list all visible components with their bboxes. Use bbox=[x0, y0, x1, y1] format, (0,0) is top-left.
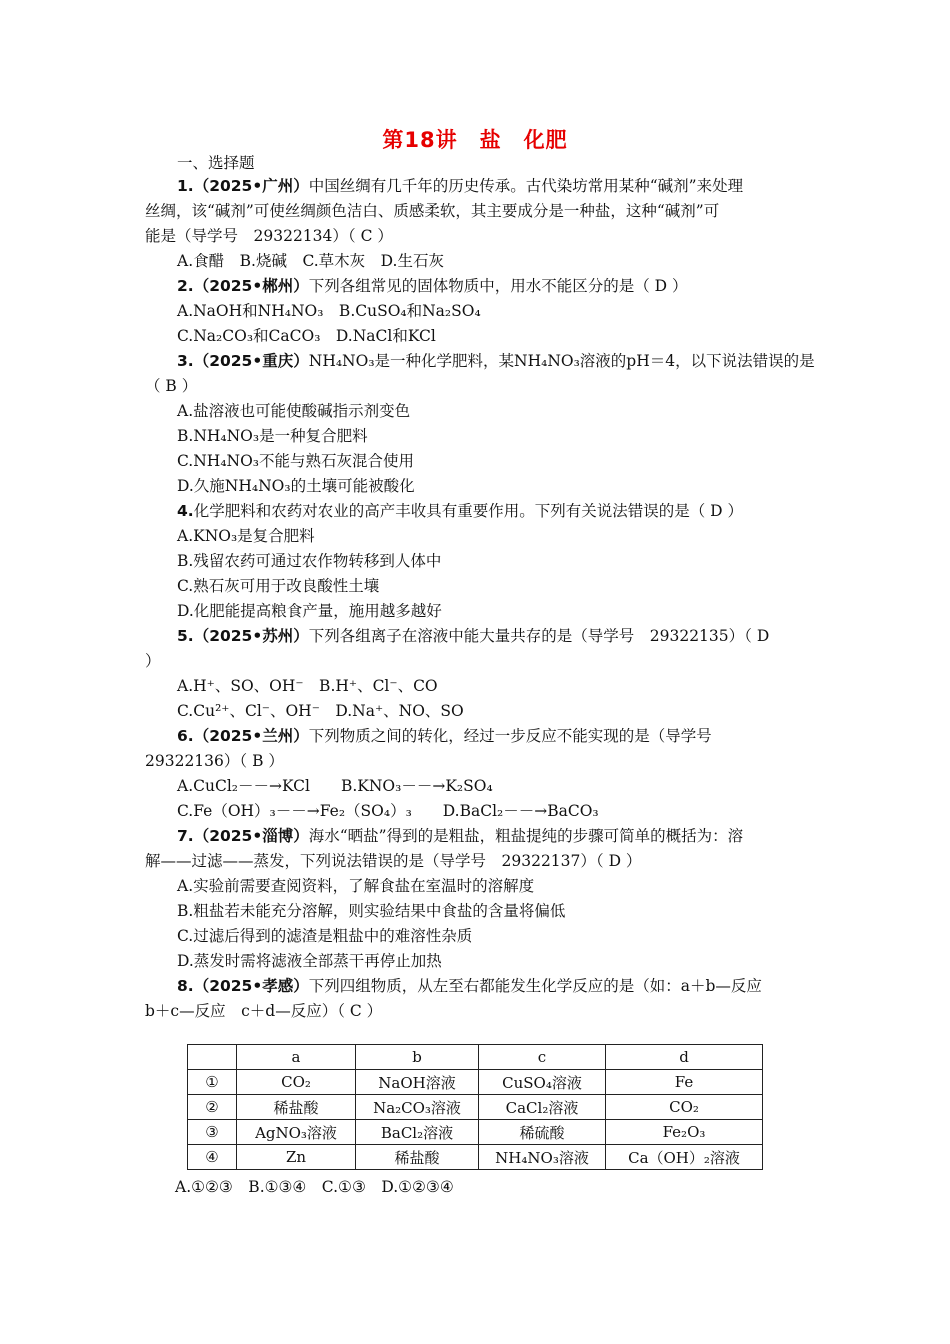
question-7-option-b: B.粗盐若未能充分溶解，则实验结果中食盐的含量将偏低 bbox=[177, 902, 566, 920]
question-1-line3: 能是（导学号 29322134）（ C ） bbox=[145, 227, 393, 245]
question-source: （2025•孝感） bbox=[193, 977, 309, 995]
question-3-option-d: D.久施NH₄NO₃的土壤可能被酸化 bbox=[177, 477, 415, 495]
question-4-option-b: B.残留农药可通过农作物转移到人体中 bbox=[177, 552, 442, 570]
table-cell: Zn bbox=[237, 1145, 356, 1170]
question-7-line2: 解——过滤——蒸发，下列说法错误的是（导学号 29322137）（ D ） bbox=[145, 852, 642, 870]
question-number: 5. bbox=[177, 627, 194, 645]
table-cell: AgNO₃溶液 bbox=[237, 1120, 356, 1145]
table-header-cell: c bbox=[479, 1045, 606, 1070]
table-cell: Na₂CO₃溶液 bbox=[356, 1095, 479, 1120]
question-number: 4. bbox=[177, 502, 194, 520]
question-number: 7. bbox=[177, 827, 194, 845]
question-number: 2. bbox=[177, 277, 194, 295]
question-text: 下列四组物质，从左至右都能发生化学反应的是（如：a＋b—反应 bbox=[308, 977, 762, 995]
table-cell: CaCl₂溶液 bbox=[479, 1095, 606, 1120]
question-8-line2: b＋c—反应 c＋d—反应）（ C ） bbox=[145, 1002, 383, 1020]
question-3-answer: （ B ） bbox=[145, 377, 198, 395]
question-number: 1. bbox=[177, 177, 194, 195]
table-cell: CuSO₄溶液 bbox=[479, 1070, 606, 1095]
table-cell: ④ bbox=[188, 1145, 237, 1170]
question-text: 海水“晒盐”得到的是粗盐，粗盐提纯的步骤可简单的概括为：溶 bbox=[308, 827, 744, 845]
question-2-options-cd: C.Na₂CO₃和CaCO₃ D.NaCl和KCl bbox=[177, 327, 436, 345]
table-row bbox=[188, 1120, 763, 1145]
question-source: （2025•淄博） bbox=[193, 827, 309, 845]
question-2-stem bbox=[177, 275, 688, 297]
question-7-option-c: C.过滤后得到的滤渣是粗盐中的难溶性杂质 bbox=[177, 927, 473, 945]
question-4-stem bbox=[177, 500, 743, 522]
table-cell: Fe₂O₃ bbox=[606, 1120, 763, 1145]
table-cell: ② bbox=[188, 1095, 237, 1120]
table-cell: Fe bbox=[606, 1070, 763, 1095]
table-cell: BaCl₂溶液 bbox=[356, 1120, 479, 1145]
question-8-options: A.①②③ B.①③④ C.①③ D.①②③④ bbox=[175, 1178, 454, 1196]
table-cell: Ca（OH）₂溶液 bbox=[606, 1145, 763, 1170]
table-cell: CO₂ bbox=[606, 1095, 763, 1120]
question-2-options-ab: A.NaOH和NH₄NO₃ B.CuSO₄和Na₂SO₄ bbox=[177, 302, 481, 320]
table-cell: 稀硫酸 bbox=[479, 1120, 606, 1145]
table-header-cell: a bbox=[237, 1045, 356, 1070]
question-number: 3. bbox=[177, 352, 194, 370]
table-row bbox=[188, 1095, 763, 1120]
question-3-option-c: C.NH₄NO₃不能与熟石灰混合使用 bbox=[177, 452, 415, 470]
table-header-cell bbox=[188, 1045, 237, 1070]
question-6-stem bbox=[177, 725, 712, 747]
question-number: 6. bbox=[177, 727, 194, 745]
page-title: 第18讲 盐 化肥 bbox=[382, 128, 568, 152]
question-5-options-cd: C.Cu²⁺、Cl⁻、OH⁻ D.Na⁺、NO、SO bbox=[177, 702, 464, 720]
question-number: 8. bbox=[177, 977, 194, 995]
question-3-option-a: A.盐溶液也可能使酸碱指示剂变色 bbox=[177, 402, 411, 420]
question-6-line2: 29322136）（ B ） bbox=[145, 752, 284, 770]
table-cell: ① bbox=[188, 1070, 237, 1095]
question-5-answer-end: ） bbox=[145, 652, 161, 670]
question-3-option-b: B.NH₄NO₃是一种复合肥料 bbox=[177, 427, 368, 445]
question-7-stem bbox=[177, 825, 743, 847]
question-5-stem bbox=[177, 625, 769, 647]
question-7-option-d: D.蒸发时需将滤液全部蒸干再停止加热 bbox=[177, 952, 442, 970]
table-cell: ③ bbox=[188, 1120, 237, 1145]
question-source: （2025•重庆） bbox=[193, 352, 309, 370]
table-header-row bbox=[188, 1045, 763, 1070]
question-source: （2025•郴州） bbox=[193, 277, 309, 295]
question-text: 下列各组离子在溶液中能大量共存的是（导学号 29322135）（ D bbox=[308, 627, 770, 645]
question-1-line2: 丝绸，该“碱剂”可使丝绸颜色洁白、质感柔软，其主要成分是一种盐，这种“碱剂”可 bbox=[145, 202, 720, 220]
question-1-line1 bbox=[177, 175, 743, 197]
question-text: 下列物质之间的转化，经过一步反应不能实现的是（导学号 bbox=[308, 727, 712, 745]
table-cell: 稀盐酸 bbox=[237, 1095, 356, 1120]
question-4-option-a: A.KNO₃是复合肥料 bbox=[177, 527, 315, 545]
question-8-stem bbox=[177, 975, 762, 997]
question-1-options: A.食醋 B.烧碱 C.草木灰 D.生石灰 bbox=[177, 252, 444, 270]
table-header-cell: d bbox=[606, 1045, 763, 1070]
question-text: 下列各组常见的固体物质中，用水不能区分的是（ D ） bbox=[308, 277, 688, 295]
table-row bbox=[188, 1145, 763, 1170]
question-source: （2025•苏州） bbox=[193, 627, 309, 645]
table-cell: CO₂ bbox=[237, 1070, 356, 1095]
reaction-table bbox=[187, 1044, 763, 1170]
question-text: 中国丝绸有几千年的历史传承。古代染坊常用某种“碱剂”来处理 bbox=[308, 177, 744, 195]
question-5-options-ab: A.H⁺、SO、OH⁻ B.H⁺、Cl⁻、CO bbox=[177, 677, 438, 695]
table-cell: NaOH溶液 bbox=[356, 1070, 479, 1095]
question-text: 化学肥料和农药对农业的高产丰收具有重要作用。下列有关说法错误的是（ D ） bbox=[193, 502, 743, 520]
section-heading: 一、选择题 bbox=[177, 154, 255, 172]
question-6-options-cd: C.Fe（OH）₃－－→Fe₂（SO₄）₃ D.BaCl₂－－→BaCO₃ bbox=[177, 802, 599, 820]
table-cell: NH₄NO₃溶液 bbox=[479, 1145, 606, 1170]
question-3-stem bbox=[177, 350, 815, 372]
question-7-option-a: A.实验前需要查阅资料，了解食盐在室温时的溶解度 bbox=[177, 877, 535, 895]
question-6-options-ab: A.CuCl₂－－→KCl B.KNO₃－－→K₂SO₄ bbox=[177, 777, 493, 795]
question-text: NH₄NO₃是一种化学肥料，某NH₄NO₃溶液的pH＝4，以下说法错误的是 bbox=[308, 352, 815, 370]
table-header-cell: b bbox=[356, 1045, 479, 1070]
question-4-option-c: C.熟石灰可用于改良酸性土壤 bbox=[177, 577, 380, 595]
question-source: （2025•兰州） bbox=[193, 727, 309, 745]
table-cell: 稀盐酸 bbox=[356, 1145, 479, 1170]
question-4-option-d: D.化肥能提高粮食产量，施用越多越好 bbox=[177, 602, 442, 620]
table-row bbox=[188, 1070, 763, 1095]
question-source: （2025•广州） bbox=[193, 177, 309, 195]
